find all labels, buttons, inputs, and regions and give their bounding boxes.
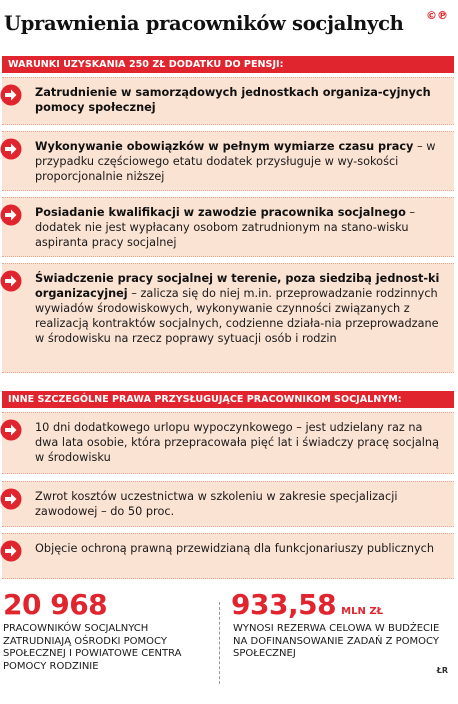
arrow-right-circle-icon xyxy=(0,138,22,160)
list-item xyxy=(2,263,454,373)
list-item xyxy=(2,131,454,191)
stat-reserve xyxy=(231,588,383,621)
stat-reserve-desc: WYNOSI REZERWA CELOWA W BUDŻECIE NA DOFINANSOWANIE ZADAŃ Z POMOCY SPOŁECZNEJ xyxy=(233,623,440,659)
list-item xyxy=(2,412,454,474)
arrow-right-circle-icon xyxy=(0,204,22,226)
arrow-right-circle-icon xyxy=(0,540,22,562)
list-item-text: Posiadanie kwalifikacji w zawodzie pracownika socjalnego – dodatek nie jest wypłacany osobom zatrudnionym na stano-wisku aspiranta pracy socjalnej xyxy=(35,206,416,249)
list-item-text: Objęcie ochroną prawną przewidzianą dla funkcjonariuszy publicznych xyxy=(35,542,435,555)
list-item xyxy=(2,481,454,527)
list-item xyxy=(2,77,454,125)
list-item xyxy=(2,197,454,257)
copyright-logo: ©℗ xyxy=(426,9,448,22)
arrow-right-circle-icon xyxy=(0,270,22,292)
stat-social-workers-desc: PRACOWNIKÓW SOCJALNYCH ZATRUDNIAJĄ OŚRODKI POMOCY SPOŁECZNEJ I POWIATOWE CENTRA POMOCY RODZINIE xyxy=(3,623,182,672)
arrow-right-circle-icon xyxy=(0,419,22,441)
list-item-text: Zwrot kosztów uczestnictwa w szkoleniu w zakresie specjalizacji zawodowej – do 50 proc. xyxy=(35,490,398,518)
arrow-right-circle-icon xyxy=(0,488,22,510)
stats-divider xyxy=(219,602,220,684)
list-item xyxy=(2,533,454,579)
list-item-text: 10 dni dodatkowego urlopu wypoczynkowego – jest udzielany raz na dwa lata osobie, która przepracowała pięć lat i świadczy pracę socjalną w środowisku xyxy=(35,421,439,464)
page-title: Uprawnienia pracowników socjalnych xyxy=(4,12,404,35)
section-heading-other-rights: INNE SZCZEGÓLNE PRAWA PRZYSŁUGUJĄCE PRACOWNIKOM SOCJALNYM: xyxy=(2,391,454,408)
author-credit: ŁR xyxy=(436,666,448,675)
section-heading-conditions: WARUNKI UZYSKANIA 250 ZŁ DODATKU DO PENSJI: xyxy=(2,56,454,73)
stat-reserve-unit: MLN ZŁ xyxy=(341,606,384,617)
list-item-text: Wykonywanie obowiązków w pełnym wymiarze czasu pracy – w przypadku częściowego etatu dodatek przysługuje w wy-sokości proporcjonalnie niższej xyxy=(35,140,436,183)
stat-reserve-value: 933,58 xyxy=(231,588,337,621)
arrow-right-circle-icon xyxy=(0,84,22,106)
list-item-text: Świadczenie pracy socjalnej w terenie, poza siedzibą jednost-ki organizacyjnej – zalicza się do niej m.in. przeprowadzanie rodzinnych wywiadów środowiskowych, wykonywanie czynności związanych z realizacją kontraktów socjalnych, codzienne działa-nia przeprowadzane w środowisku na rzecz poprawy sytuacji osób i rodzin xyxy=(35,272,440,345)
stat-social-workers-value: 20 968 xyxy=(3,588,108,621)
list-item-text: Zatrudnienie w samorządowych jednostkach organiza-cyjnych pomocy społecznej xyxy=(35,86,431,114)
